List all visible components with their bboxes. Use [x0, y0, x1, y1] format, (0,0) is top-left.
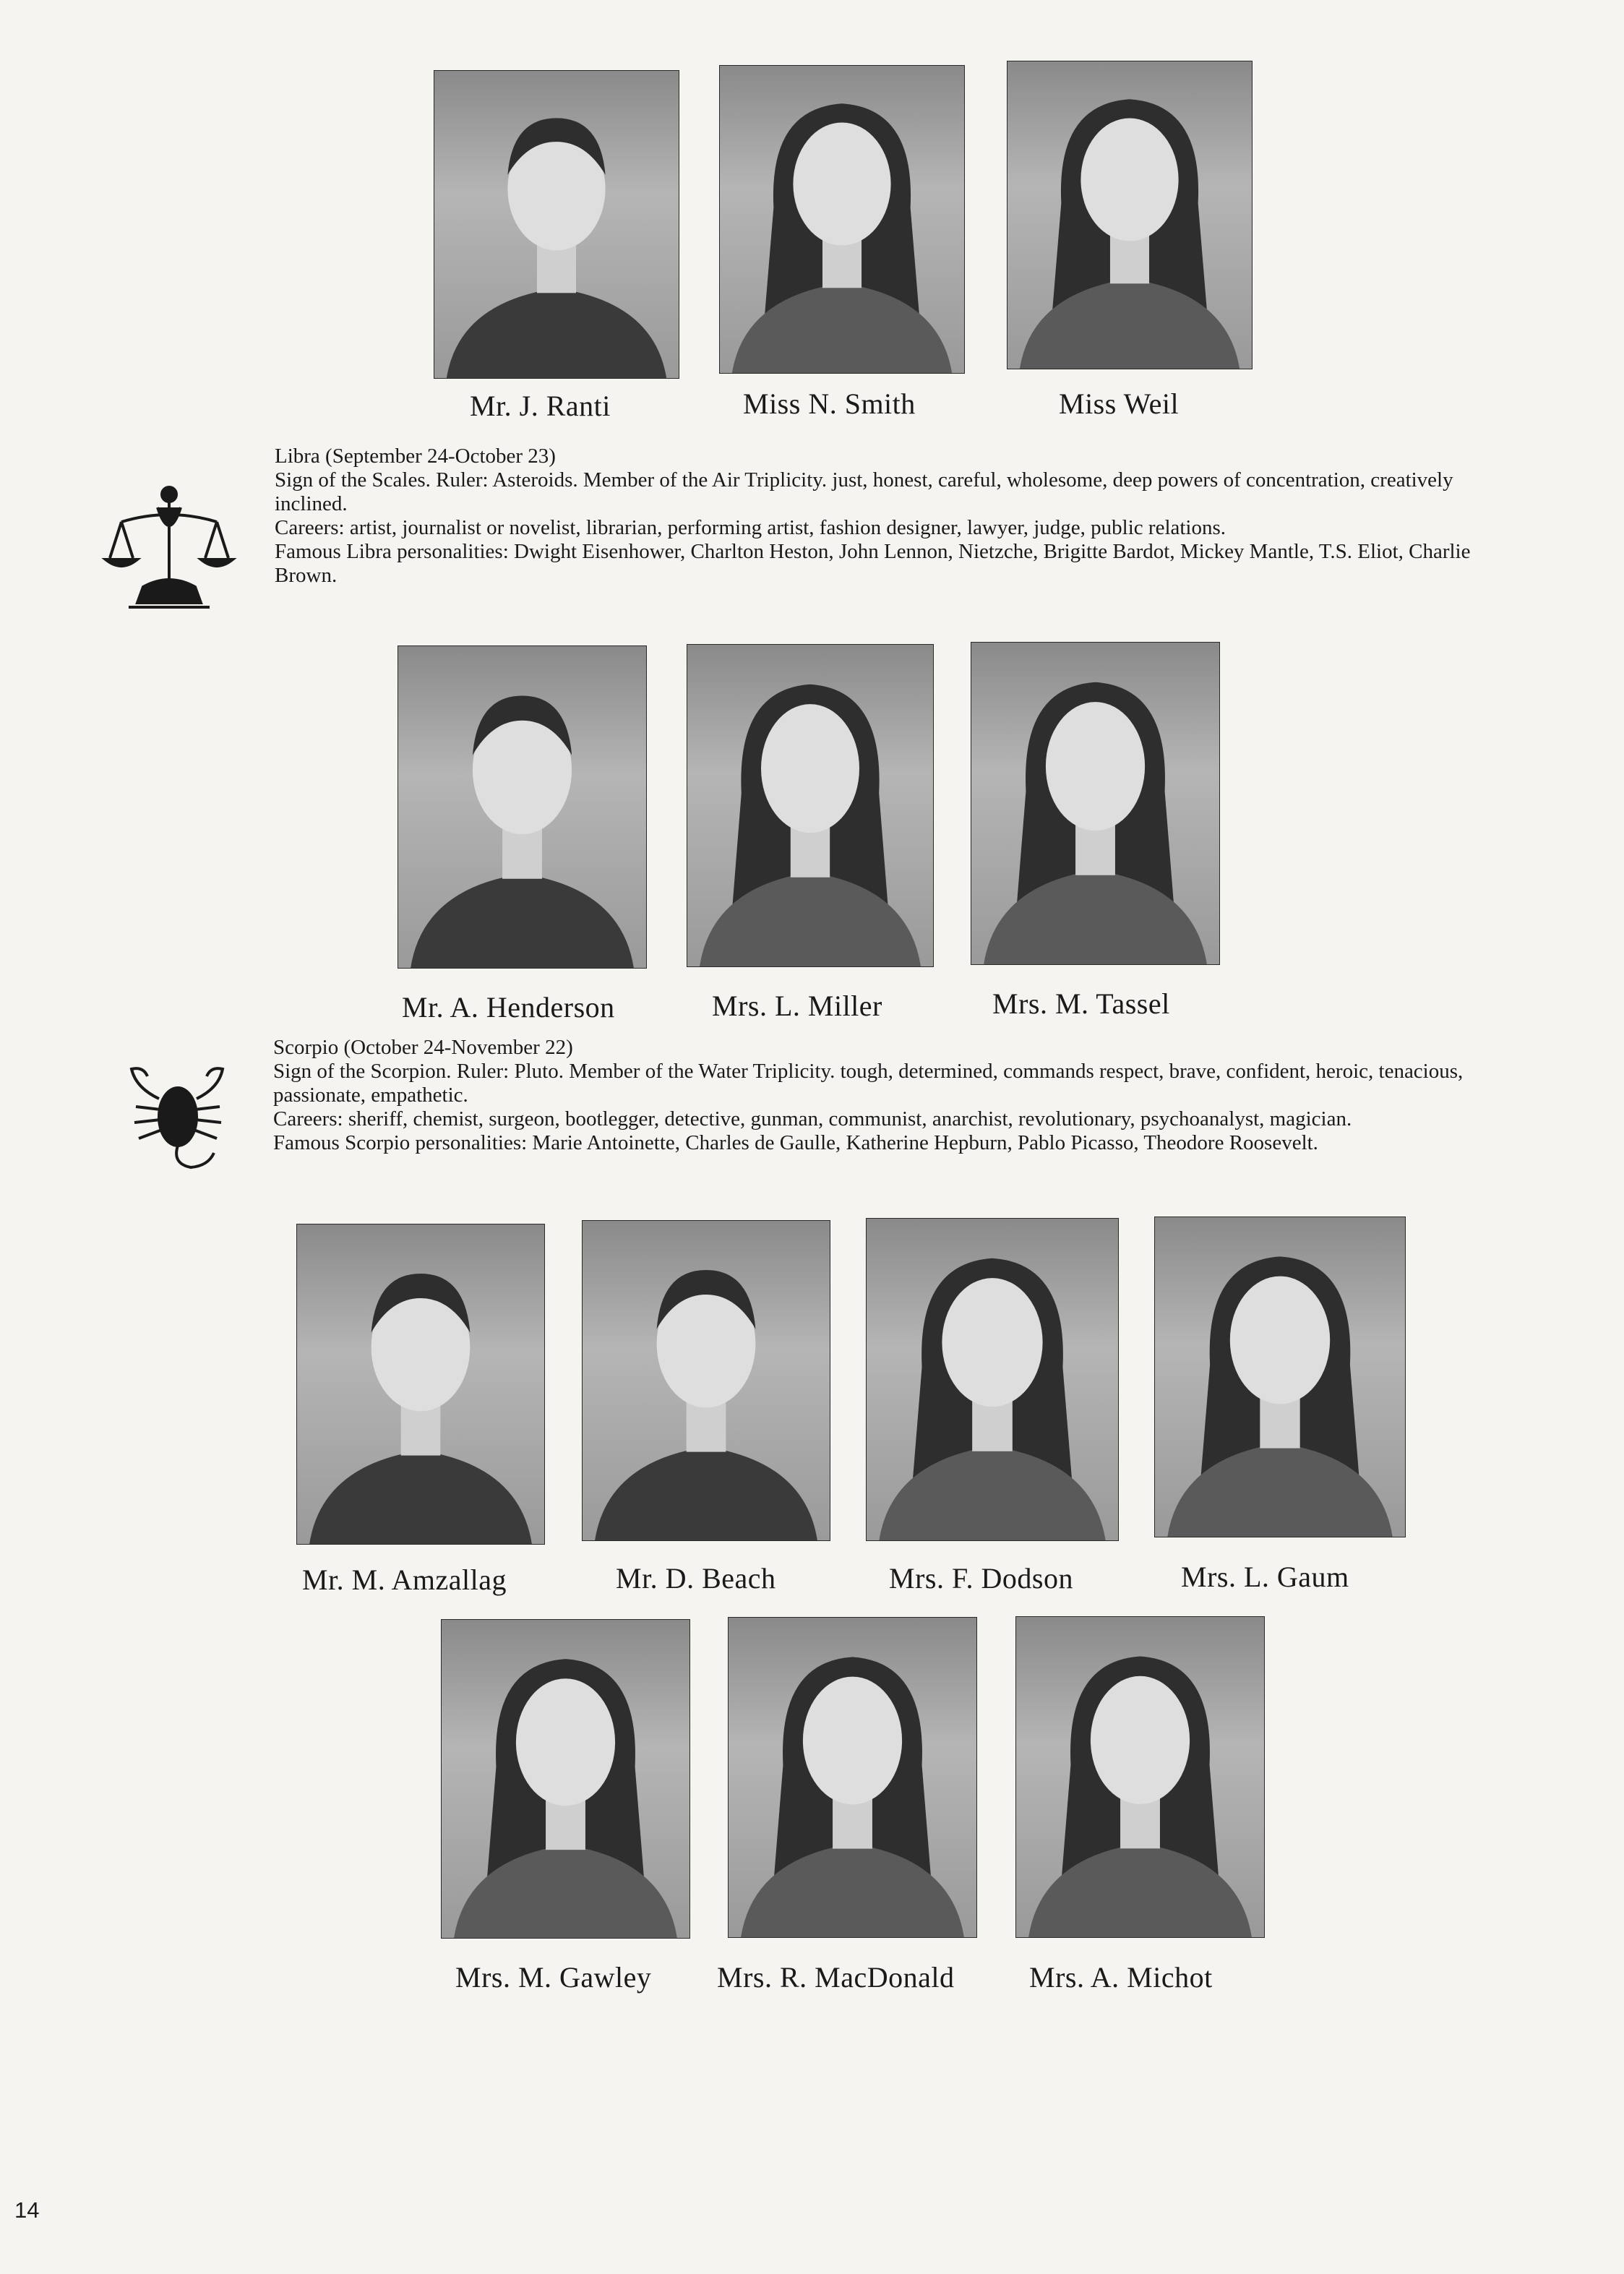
portrait-photo	[1007, 61, 1253, 369]
portrait-photo	[441, 1619, 690, 1939]
portrait-caption: Mrs. L. Gaum	[1181, 1561, 1349, 1593]
portrait-caption: Mrs. M. Tassel	[992, 987, 1170, 1020]
scorpio-famous: Famous Scorpio personalities: Marie Antoinette, Charles de Gaulle, Katherine Hepburn, Pablo Picasso, Theodore Roosevelt.	[273, 1131, 1318, 1154]
portrait-caption: Mr. M. Amzallag	[302, 1563, 507, 1596]
portrait-silhouette	[687, 645, 933, 966]
portrait-silhouette	[1008, 61, 1252, 369]
portrait-caption: Mr. J. Ranti	[470, 390, 611, 422]
portrait-silhouette	[1016, 1617, 1264, 1937]
portrait-caption: Miss N. Smith	[743, 387, 916, 420]
portrait-silhouette	[442, 1620, 689, 1938]
portrait-caption: Mrs. F. Dodson	[889, 1562, 1073, 1595]
portrait-caption: Mrs. L. Miller	[712, 990, 882, 1022]
portrait-photo	[971, 642, 1220, 965]
portrait-silhouette	[720, 66, 964, 373]
portrait-silhouette	[297, 1224, 544, 1544]
libra-famous: Famous Libra personalities: Dwight Eisenhower, Charlton Heston, John Lennon, Nietzche, Brigitte Bardot, Mickey Mantle, T.S. Eliot, Charlie Brown.	[275, 540, 1471, 587]
portrait-caption: Mr. A. Henderson	[402, 991, 615, 1024]
portrait-photo	[296, 1224, 545, 1545]
portrait-photo	[1154, 1217, 1406, 1537]
portrait-photo	[866, 1218, 1119, 1541]
portrait-photo	[728, 1617, 977, 1938]
scorpio-description: Sign of the Scorpion. Ruler: Pluto. Member of the Water Triplicity. tough, determined, commands respect, brave, confident, heroic, tenacious, passionate, empathetic.	[273, 1060, 1464, 1107]
portrait-caption: Mrs. R. MacDonald	[717, 1961, 955, 1994]
portrait-caption: Mrs. A. Michot	[1029, 1961, 1213, 1994]
libra-description: Sign of the Scales. Ruler: Asteroids. Member of the Air Triplicity. just, honest, careful, wholesome, deep powers of concentration, creatively inclined.	[275, 468, 1453, 515]
portrait-photo	[398, 645, 647, 969]
portrait-photo	[719, 65, 965, 374]
scorpio-scorpion-icon	[121, 1059, 233, 1178]
page-number: 14	[14, 2197, 40, 2223]
portrait-silhouette	[867, 1219, 1118, 1540]
libra-info	[275, 445, 1525, 588]
portrait-silhouette	[398, 646, 646, 968]
portrait-caption: Miss Weil	[1059, 387, 1180, 420]
portrait-photo	[434, 70, 679, 379]
portrait-caption: Mrs. M. Gawley	[455, 1961, 652, 1994]
portrait-silhouette	[729, 1618, 976, 1937]
portrait-photo	[582, 1220, 830, 1541]
portrait-silhouette	[583, 1221, 830, 1540]
libra-heading: Libra (September 24-October 23)	[275, 445, 556, 468]
scorpio-info	[273, 1036, 1525, 1155]
scorpio-careers: Careers: sheriff, chemist, surgeon, bootlegger, detective, gunman, communist, anarchist, revolutionary, psychoanalyst, magician.	[273, 1107, 1352, 1130]
libra-scales-icon	[100, 479, 239, 616]
portrait-silhouette	[434, 71, 679, 378]
portrait-photo	[687, 644, 934, 967]
scorpio-heading: Scorpio (October 24-November 22)	[273, 1036, 573, 1059]
portrait-silhouette	[971, 643, 1219, 964]
libra-careers: Careers: artist, journalist or novelist, librarian, performing artist, fashion designer, lawyer, judge, public relations.	[275, 516, 1226, 539]
portrait-photo	[1015, 1616, 1265, 1938]
portrait-silhouette	[1155, 1217, 1405, 1537]
portrait-caption: Mr. D. Beach	[616, 1562, 776, 1595]
